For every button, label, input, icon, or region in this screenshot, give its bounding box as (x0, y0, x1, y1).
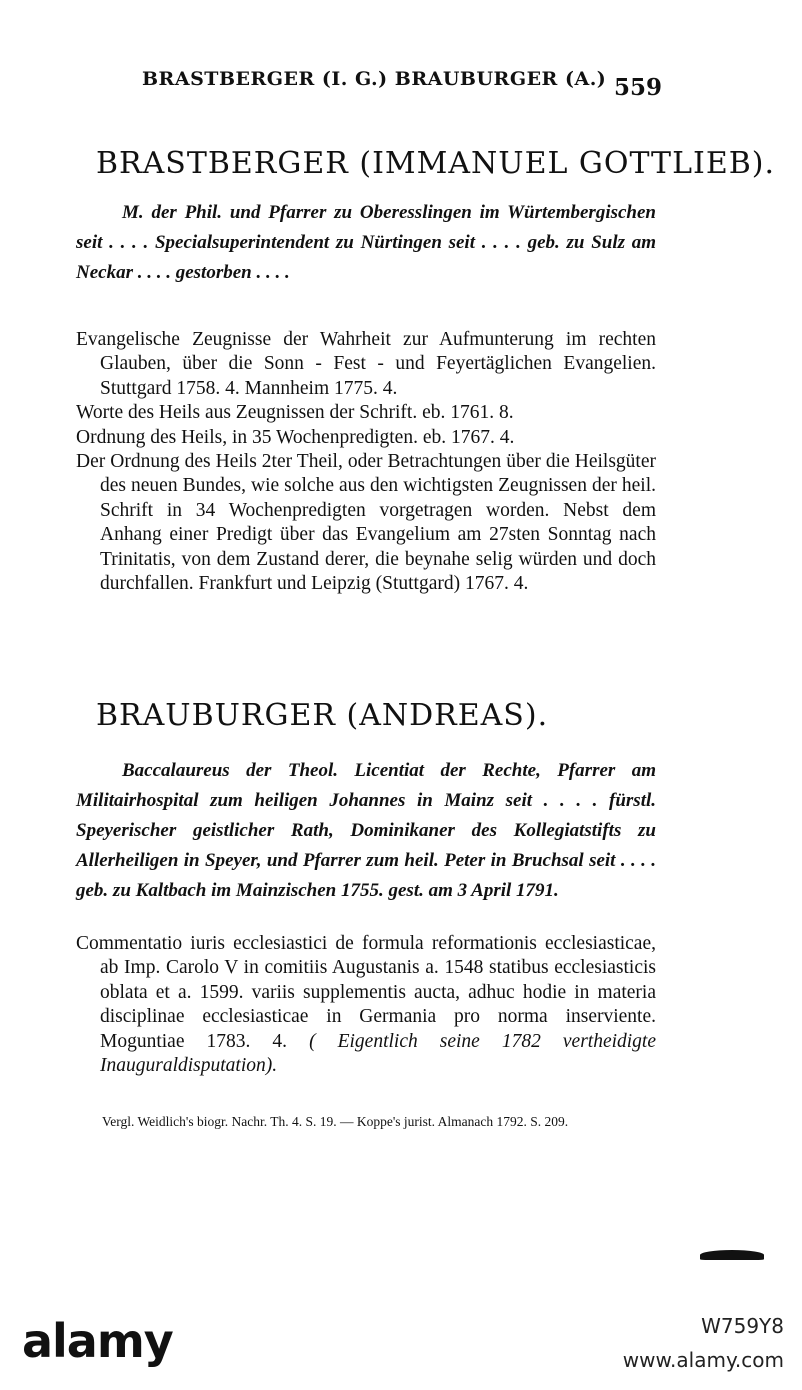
entry-bio-brastberger (76, 198, 656, 288)
bio-text: Baccalaureus der Theol. Licentiat der Rechte, Pfarrer am Militairhospital zum heiligen Johannes in Mainz seit . . . . fürstl. Speyerischer geistlicher Rath, Dominikaner des Kollegiatstifts zu Allerheiligen in Speyer, und Pfarrer zum heil. Peter in Bruchsal seit . . . . geb. zu Kaltbach im Mainzischen 1755. gest. am 3 April 1791. (76, 760, 656, 901)
page-number: 559 (614, 74, 663, 101)
watermark-image-id: W759Y8 (701, 1314, 784, 1338)
work-item: Worte des Heils aus Zeugnissen der Schrift. eb. 1761. 8. (76, 402, 514, 424)
works-list-brauburger (76, 932, 656, 1078)
watermark-bar (0, 1300, 802, 1390)
work-item: Ordnung des Heils, in 35 Wochenpredigten. eb. 1767. 4. (76, 426, 515, 448)
work-note: ( Eigentlich seine 1782 vertheidigte Inauguraldisputation). (100, 1030, 657, 1077)
work-title: Commentatio iuris ecclesiastici de formula reformationis ecclesiasticae, ab Imp. Carolo V in comitiis Augustanis a. 1548 statibus ecclesiasticis oblata et a. 1599. variis supplementis aucta, adhuc hodie in materia disciplinae ecclesiasticae in Germania pro norma inserviente. Moguntiae 1783. 4. (76, 933, 656, 1052)
works-list-brastberger (76, 328, 656, 596)
entry-title-brastberger: BRASTBERGER (IMMANUEL GOTTLIEB). (96, 146, 776, 181)
work-item (76, 932, 656, 1078)
watermark-url: www.alamy.com (622, 1348, 784, 1372)
tailpiece-ornament (700, 1250, 764, 1260)
entry-bio-brauburger (76, 756, 656, 906)
work-item: Evangelische Zeugnisse der Wahrheit zur Aufmunterung im rechten Glauben, über die Sonn - Fest - und Feyertäglichen Evangelien. Stuttgard 1758. 4. Mannheim 1775. 4. (76, 329, 656, 399)
work-item: Der Ordnung des Heils 2ter Theil, oder Betrachtungen über die Heilsgüter des neuen Bundes, wie solche aus den wichtigsten Zeugnissen der heil. Schrift in 34 Wochenpredigten vorgetragen worden. Nebst dem Anhang einer Predigt über das Evangelium am 27sten Sonntag nach Trinitatis, von dem Zustand derer, die beynahe selig würden und doch durchfallen. Frankfurt und Leipzig (Stuttgard) 1767. 4. (76, 451, 656, 595)
footnote (102, 1112, 658, 1132)
footnote-text: Vergl. Weidlich's biogr. Nachr. Th. 4. S. 19. — Koppe's jurist. Almanach 1792. S. 209. (102, 1114, 569, 1129)
entry-title-brauburger: BRAUBURGER (ANDREAS). (96, 698, 549, 733)
bio-text: M. der Phil. und Pfarrer zu Oberesslingen im Würtembergischen seit . . . . Specialsuperintendent zu Nürtingen seit . . . . geb. zu Sulz am Neckar . . . . gestorben . . . . (76, 202, 656, 283)
watermark-logo: alamy (22, 1314, 173, 1368)
running-head: BRASTBERGER (I. G.) BRAUBURGER (A.) (142, 68, 607, 90)
